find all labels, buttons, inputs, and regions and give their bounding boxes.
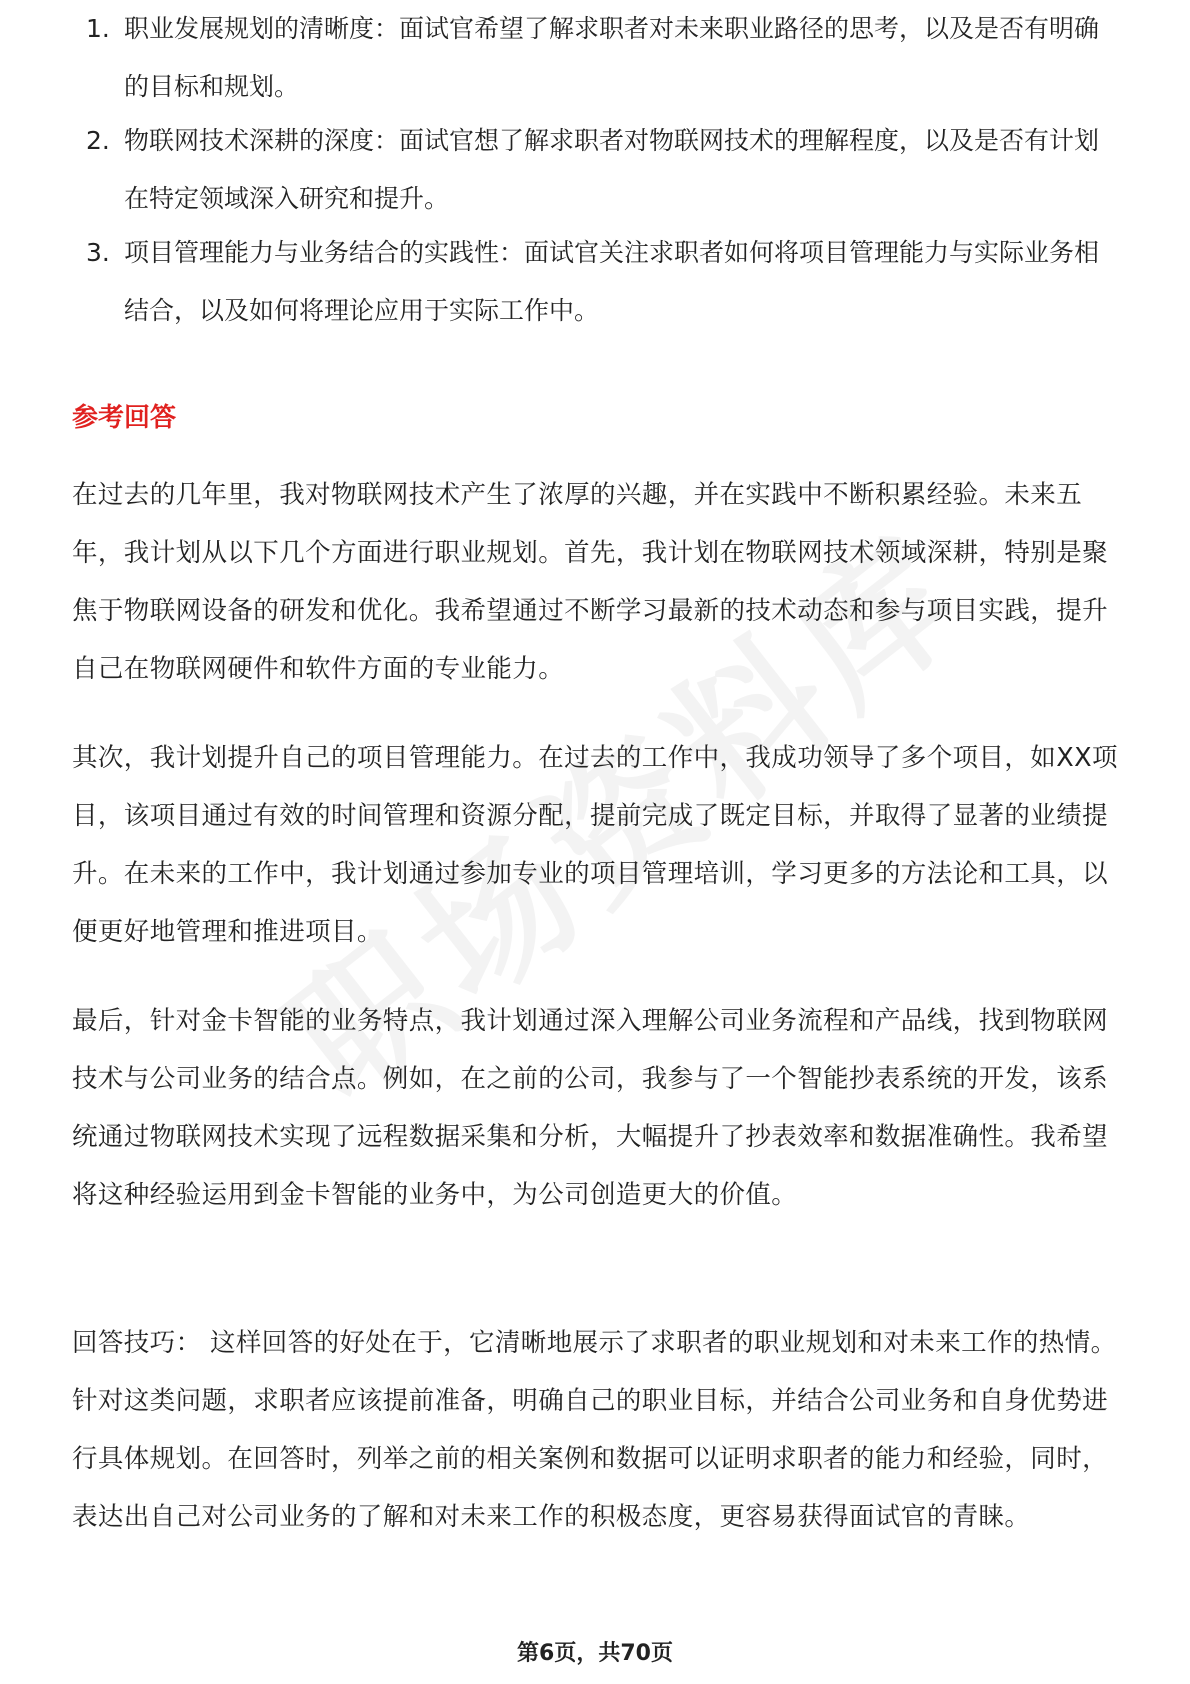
list-number: 1. [86, 14, 110, 43]
section-heading: 参考回答 [72, 403, 177, 433]
list-item-text: 项目管理能力与业务结合的实践性：面试官关注求职者如何将项目管理能力与实际业务相结合，以及如何将理论应用于实际工作中。 [124, 238, 1100, 325]
answer-paragraph: 其次，我计划提升自己的项目管理能力。在过去的工作中，我成功领导了多个项目，如XX项目，该项目通过有效的时间管理和资源分配，提前完成了既定目标，并取得了显著的业绩提升。在未来的工作中，我计划通过参加专业的项目管理培训，学习更多的方法论和工具，以便更好地管理和推进项目。 [72, 743, 1118, 947]
list-number: 2. [86, 126, 110, 155]
evaluation-points-list [72, 14, 1122, 340]
answer-paragraph: 最后，针对金卡智能的业务特点，我计划通过深入理解公司业务流程和产品线，找到物联网技术与公司业务的结合点。例如，在之前的公司，我参与了一个智能抄表系统的开发，该系统通过物联网技术实现了远程数据采集和分析，大幅提升了抄表效率和数据准确性。我希望将这种经验运用到金卡智能的业务中，为公司创造更大的价值。 [72, 1006, 1109, 1210]
answer-tips-paragraph: 回答技巧： 这样回答的好处在于，它清晰地展示了求职者的职业规划和对未来工作的热情。针对这类问题，求职者应该提前准备，明确自己的职业目标，并结合公司业务和自身优势进行具体规划。在回答时，列举之前的相关案例和数据可以证明求职者的能力和经验，同时，表达出自己对公司业务的了解和对未来工作的积极态度，更容易获得面试官的青睐。 [72, 1328, 1117, 1532]
list-item-text: 物联网技术深耕的深度：面试官想了解求职者对物联网技术的理解程度，以及是否有计划在特定领域深入研究和提升。 [124, 126, 1100, 213]
list-number: 3. [86, 238, 110, 267]
list-item [72, 112, 1122, 228]
page-number: 第6页，共70页 [517, 1641, 673, 1666]
list-item [72, 224, 1122, 340]
answer-paragraph: 在过去的几年里，我对物联网技术产生了浓厚的兴趣，并在实践中不断积累经验。未来五年，我计划从以下几个方面进行职业规划。首先，我计划在物联网技术领域深耕，特别是聚焦于物联网设备的研发和优化。我希望通过不断学习最新的技术动态和参与项目实践，提升自己在物联网硬件和软件方面的专业能力。 [72, 480, 1109, 684]
list-item-text: 职业发展规划的清晰度：面试官希望了解求职者对未来职业路径的思考，以及是否有明确的目标和规划。 [124, 14, 1100, 101]
list-item [72, 0, 1122, 116]
